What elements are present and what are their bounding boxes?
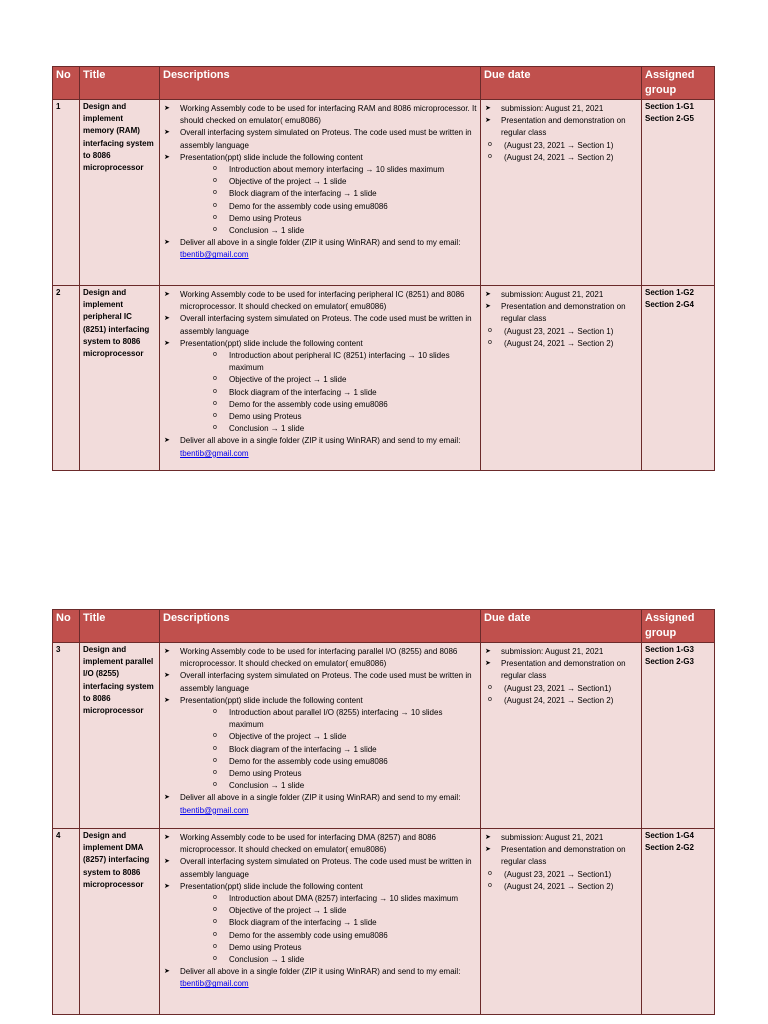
- content-item-demo-proteus: o Demo using Proteus: [213, 411, 477, 423]
- project-title: Design and implement parallel I/O (8255) interfacing system to 8086 microprocessor: [80, 643, 160, 829]
- description-item-proteus: ➤ Overall interfacing system simulated on Proteus. The code used must be written in assembly language: [163, 670, 477, 694]
- header-no: No: [53, 67, 80, 100]
- due-date-list: [484, 103, 638, 140]
- due-presentation: ➤ Presentation and demonstration on regular class: [484, 844, 638, 868]
- project-row: [53, 829, 715, 1015]
- project-number: 2: [53, 286, 80, 471]
- deliver-text: Deliver all above in a single folder (ZIP it using WinRAR) and send to my email:: [180, 967, 461, 977]
- presentation-label: Presentation(ppt) slide include the following content: [180, 881, 363, 891]
- due-section-2: o (August 24, 2021 → Section 2): [488, 881, 638, 893]
- presentation-content-list: [180, 707, 477, 792]
- content-item-block-diagram: o Block diagram of the interfacing → 1 slide: [213, 744, 477, 756]
- presentation-label: Presentation(ppt) slide include the following content: [180, 152, 363, 162]
- content-item-conclusion: o Conclusion → 1 slide: [213, 780, 477, 792]
- header-due-date: Due date: [481, 610, 642, 643]
- description-list: [163, 646, 477, 817]
- content-item-introduction: o Introduction about DMA (8257) interfacing → 10 slides maximum: [213, 893, 477, 905]
- description-item-proteus: ➤ Overall interfacing system simulated on Proteus. The code used must be written in assembly language: [163, 127, 477, 151]
- project-assigned-group: [642, 829, 715, 1015]
- due-submission: ➤ submission: August 21, 2021: [484, 832, 638, 844]
- project-descriptions: [160, 286, 481, 471]
- due-date-list: [484, 646, 638, 683]
- header-assigned-group: Assigned group: [642, 67, 715, 100]
- description-item-presentation: [163, 338, 477, 436]
- description-item-deliver: [163, 435, 477, 459]
- presentation-label: Presentation(ppt) slide include the following content: [180, 338, 363, 348]
- description-item-deliver: [163, 792, 477, 816]
- project-due-date: [481, 643, 642, 829]
- project-row: [53, 100, 715, 286]
- due-section-1: o (August 23, 2021 → Section 1): [488, 326, 638, 338]
- presentation-content-list: [180, 893, 477, 966]
- description-list: [163, 832, 477, 991]
- header-title: Title: [80, 610, 160, 643]
- content-item-demo-proteus: o Demo using Proteus: [213, 213, 477, 225]
- assigned-group-section-2: Section 2-G3: [645, 657, 694, 667]
- header-assigned-group: Assigned group: [642, 610, 715, 643]
- due-section-1: o (August 23, 2021 → Section1): [488, 869, 638, 881]
- assigned-group-section-1: Section 1-G4: [645, 831, 694, 840]
- header-descriptions: Descriptions: [160, 67, 481, 100]
- project-assigned-group: [642, 643, 715, 829]
- description-item-code: ➤ Working Assembly code to be used for interfacing DMA (8257) and 8086 microprocessor. It should checked on emulator( emu8086): [163, 832, 477, 856]
- content-item-objective: o Objective of the project → 1 slide: [213, 374, 477, 386]
- due-sections-list: [484, 140, 638, 164]
- email-link[interactable]: tbentib@gmail.com: [180, 805, 249, 815]
- due-section-1: o (August 23, 2021 → Section1): [488, 683, 638, 695]
- content-item-objective: o Objective of the project → 1 slide: [213, 176, 477, 188]
- project-row: [53, 643, 715, 829]
- content-item-demo-proteus: o Demo using Proteus: [213, 942, 477, 954]
- description-item-code: ➤ Working Assembly code to be used for interfacing RAM and 8086 microprocessor. It should checked on emulator( emu8086): [163, 103, 477, 127]
- content-item-introduction: o Introduction about parallel I/O (8255) interfacing → 10 slides maximum: [213, 707, 477, 731]
- header-descriptions: Descriptions: [160, 610, 481, 643]
- content-item-conclusion: o Conclusion → 1 slide: [213, 423, 477, 435]
- project-table-2: [52, 609, 715, 1015]
- assigned-group-section-1: Section 1-G3: [645, 645, 694, 654]
- description-item-deliver: [163, 237, 477, 261]
- deliver-text: Deliver all above in a single folder (ZIP it using WinRAR) and send to my email:: [180, 436, 461, 446]
- content-item-introduction: o Introduction about peripheral IC (8251) interfacing → 10 slides maximum: [213, 350, 477, 374]
- project-table-1-body: [53, 100, 715, 471]
- content-item-objective: o Objective of the project → 1 slide: [213, 905, 477, 917]
- presentation-label: Presentation(ppt) slide include the following content: [180, 695, 363, 705]
- due-sections-list: [484, 683, 638, 707]
- due-sections-list: [484, 869, 638, 893]
- project-title: Design and implement DMA (8257) interfacing system to 8086 microprocessor: [80, 829, 160, 1015]
- content-item-conclusion: o Conclusion → 1 slide: [213, 954, 477, 966]
- due-submission: ➤ submission: August 21, 2021: [484, 103, 638, 115]
- description-item-proteus: ➤ Overall interfacing system simulated on Proteus. The code used must be written in assembly language: [163, 856, 477, 880]
- table-header-row: [53, 67, 715, 100]
- description-item-presentation: [163, 881, 477, 966]
- due-submission: ➤ submission: August 21, 2021: [484, 289, 638, 301]
- project-number: 4: [53, 829, 80, 1015]
- project-number: 3: [53, 643, 80, 829]
- email-link[interactable]: tbentib@gmail.com: [180, 250, 249, 260]
- project-number: 1: [53, 100, 80, 286]
- project-descriptions: [160, 100, 481, 286]
- content-item-objective: o Objective of the project → 1 slide: [213, 731, 477, 743]
- assigned-group-section-2: Section 2-G2: [645, 843, 694, 853]
- project-title: Design and implement peripheral IC (8251) interfacing system to 8086 microprocessor: [80, 286, 160, 471]
- assigned-group-section-1: Section 1-G2: [645, 288, 694, 297]
- description-item-presentation: [163, 152, 477, 237]
- due-submission: ➤ submission: August 21, 2021: [484, 646, 638, 658]
- due-sections-list: [484, 326, 638, 350]
- header-due-date: Due date: [481, 67, 642, 100]
- project-table-1: [52, 66, 715, 471]
- due-section-2: o (August 24, 2021 → Section 2): [488, 695, 638, 707]
- project-table-2-body: [53, 643, 715, 1015]
- description-item-proteus: ➤ Overall interfacing system simulated on Proteus. The code used must be written in assembly language: [163, 313, 477, 337]
- project-assigned-group: [642, 286, 715, 471]
- due-section-2: o (August 24, 2021 → Section 2): [488, 152, 638, 164]
- project-descriptions: [160, 829, 481, 1015]
- description-item-deliver: [163, 966, 477, 990]
- content-item-block-diagram: o Block diagram of the interfacing → 1 slide: [213, 387, 477, 399]
- assigned-group-section-2: Section 2-G4: [645, 300, 694, 310]
- table-header-row: [53, 610, 715, 643]
- content-item-demo-emu8086: o Demo for the assembly code using emu8086: [213, 399, 477, 411]
- email-link[interactable]: tbentib@gmail.com: [180, 979, 249, 989]
- content-item-demo-proteus: o Demo using Proteus: [213, 768, 477, 780]
- assigned-group-section-1: Section 1-G1: [645, 102, 694, 111]
- description-item-code: ➤ Working Assembly code to be used for interfacing parallel I/O (8255) and 8086 microprocessor. It should checked on emulator( emu8086): [163, 646, 477, 670]
- project-row: [53, 286, 715, 471]
- due-section-1: o (August 23, 2021 → Section 1): [488, 140, 638, 152]
- due-date-list: [484, 832, 638, 869]
- due-presentation: ➤ Presentation and demonstration on regular class: [484, 301, 638, 325]
- project-descriptions: [160, 643, 481, 829]
- description-list: [163, 103, 477, 262]
- presentation-content-list: [180, 164, 477, 237]
- description-item-presentation: [163, 695, 477, 793]
- email-link[interactable]: tbentib@gmail.com: [180, 448, 249, 458]
- due-presentation: ➤ Presentation and demonstration on regular class: [484, 658, 638, 682]
- project-title: Design and implement memory (RAM) interfacing system to 8086 microprocessor: [80, 100, 160, 286]
- deliver-text: Deliver all above in a single folder (ZIP it using WinRAR) and send to my email:: [180, 793, 461, 803]
- content-item-introduction: o Introduction about memory interfacing → 10 slides maximum: [213, 164, 477, 176]
- due-date-list: [484, 289, 638, 326]
- description-item-code: ➤ Working Assembly code to be used for interfacing peripheral IC (8251) and 8086 microprocessor. It should checked on emulator( emu8086): [163, 289, 477, 313]
- deliver-text: Deliver all above in a single folder (ZIP it using WinRAR) and send to my email:: [180, 238, 461, 248]
- project-due-date: [481, 100, 642, 286]
- content-item-block-diagram: o Block diagram of the interfacing → 1 slide: [213, 917, 477, 929]
- content-item-block-diagram: o Block diagram of the interfacing → 1 slide: [213, 188, 477, 200]
- project-assigned-group: [642, 100, 715, 286]
- assigned-group-section-2: Section 2-G5: [645, 114, 694, 124]
- presentation-content-list: [180, 350, 477, 435]
- content-item-demo-emu8086: o Demo for the assembly code using emu8086: [213, 756, 477, 768]
- description-list: [163, 289, 477, 460]
- content-item-conclusion: o Conclusion → 1 slide: [213, 225, 477, 237]
- header-no: No: [53, 610, 80, 643]
- content-item-demo-emu8086: o Demo for the assembly code using emu8086: [213, 201, 477, 213]
- due-presentation: ➤ Presentation and demonstration on regular class: [484, 115, 638, 139]
- due-section-2: o (August 24, 2021 → Section 2): [488, 338, 638, 350]
- content-item-demo-emu8086: o Demo for the assembly code using emu8086: [213, 930, 477, 942]
- project-due-date: [481, 829, 642, 1015]
- project-due-date: [481, 286, 642, 471]
- header-title: Title: [80, 67, 160, 100]
